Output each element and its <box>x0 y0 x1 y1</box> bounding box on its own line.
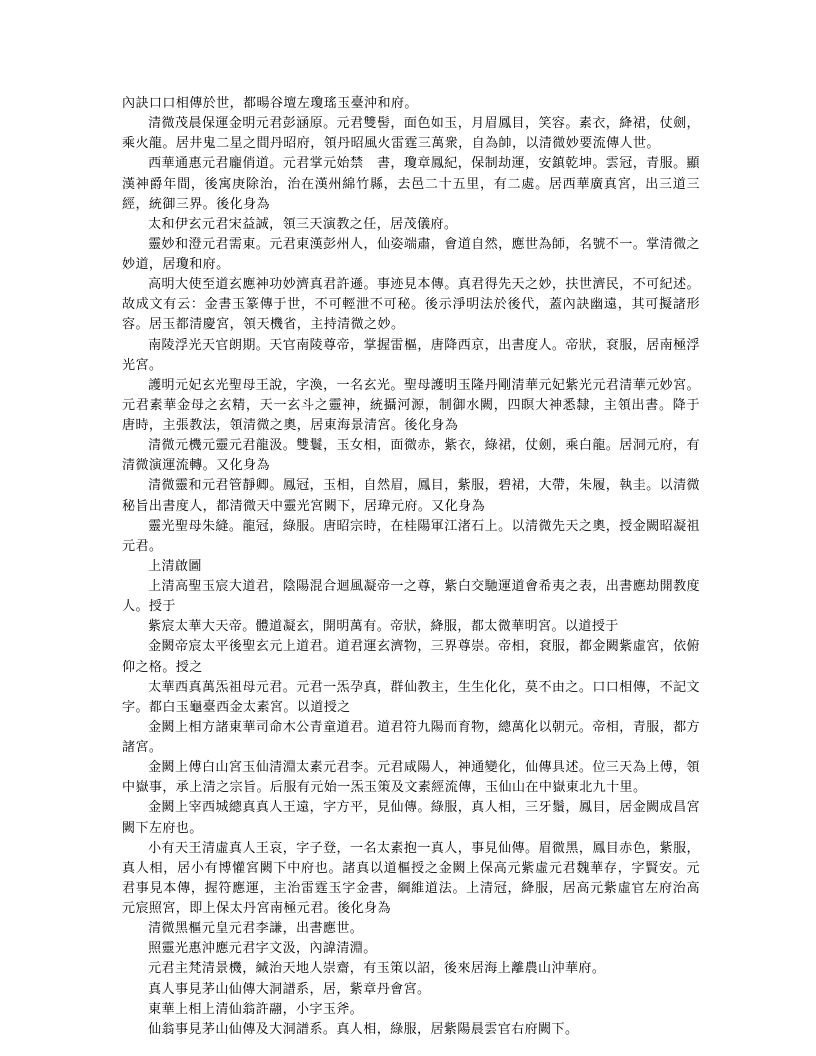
paragraph: 上清高聖玉宸大道君，陰陽混合迴風凝帝一之尊，紫白交馳運道會希夷之表，出書應劫開教度人。授于 <box>122 579 700 615</box>
paragraph: 清微靈和元君管靜卿。鳳冠，玉相，自然眉，鳳目，紫服，碧裙，大帶，朱履，執圭。以清微秘旨出書度人，都清微天中靈光宮闕下，居瑋元府。又化身為 <box>122 478 700 514</box>
paragraph: 金闕上相方諸東華司命木公青童道君。道君符九陽而育物，總萬化以朝元。帝相，青服，都方諸宮。 <box>122 719 700 755</box>
paragraph: 靈光聖母朱縫。龍冠，綠服。唐昭宗時，在桂陽軍江渚石上。以清微先天之奧，授金闕昭凝祖元君。 <box>122 518 700 554</box>
paragraph: 東華上相上清仙翁許翮，小字玉斧。 <box>148 1001 364 1017</box>
paragraph: 護明元妃玄光聖母王說，字渙，一名玄光。聖母護明玉隆丹剛清華元妃紫光元君清華元妙宮。元君素華金母之玄精，天一玄斗之靈神，統攝河源，制御水闕，四瞑大神悉隸，主領出書。降于唐時，主張教法，領清微之奧，居東海景清宮。後化身為 <box>122 377 700 433</box>
paragraph: 金闕上傅白山宮玉仙清淵太素元君李。元君咸陽人，神通變化，仙傳具述。位三天為上傅，領中嶽事，承上清之宗旨。后服有元始一炁玉策及文素經流傳，玉仙山在中嶽東北九十里。 <box>122 760 700 796</box>
paragraph: 西華通惠元君龐俏道。元君掌元始禁 書，瓊章鳳紀，保制劫運，安鎮乾坤。雲冠，青服。顯漢神爵年間，後寓庚除治，治在漢州綿竹縣，去邑二十五里，有二處。居西華廣真宮，出三道三經，統御三界。後化身為 <box>122 156 700 212</box>
paragraph: 南陵浮光天官朗期。天官南陵尊帝，掌握雷樞，唐降西京，出書度人。帝狀，袞服，居南極浮光宮。 <box>122 337 700 373</box>
paragraph: 靈妙和澄元君需東。元君東漢彭州人，仙姿端肅，會道自然，應世為師，名號不一。掌清微之妙道，居瓊和府。 <box>122 236 700 272</box>
document-body <box>122 94 700 1040</box>
paragraph: 太華西真萬炁祖母元君。元君一炁孕真，群仙教主，生生化化，莫不由之。口口相傳，不記文字。都白玉龜臺西金太素宮。以道授之 <box>122 679 700 715</box>
paragraph: 高明大使至道玄應神功妙濟真君許遜。事迹見本傳。真君得先天之妙，扶世濟民，不可紀述。故成文有云：金書玉篆傳于世，不可輕泄不可秘。後示淨明法於後代，蓋內訣幽遠，其可擬諸形容。居玉都清慶宮，領天機省，主持清微之妙。 <box>122 277 700 333</box>
section-heading: 上清啟圖 <box>148 558 202 574</box>
paragraph: 太和伊玄元君宋益誠，領三天演教之任，居茂儀府。 <box>148 216 458 232</box>
paragraph: 紫宸太華大天帝。體道凝玄，開明萬有。帝狀，絳服，都太微華明宮。以道授于 <box>148 619 619 635</box>
paragraph: 內訣口口相傳於世，都暘谷壇左瓊瑤玉臺沖和府。 <box>122 96 418 111</box>
paragraph: 清微茂晨保運金明元君彭涵原。元君雙髻，面色如玉，月眉鳳目，笑容。素衣，絳裙，仗劍，乘火龍。居井鬼二星之間丹昭府，領丹昭風火雷霆三萬衆，自為帥，以清微妙要流傳人世。 <box>122 116 700 152</box>
paragraph: 小有天王清虛真人王哀，字子登，一名太素抱一真人，事見仙傳。眉微黑，鳳目赤色，紫服，真人相，居小有博懽宮闕下中府也。諸真以道樞授之金闕上保高元紫虛元君魏華存，字賢安。元君事見本傳，握符應運，主治雷霆玉字金書，綱維道法。上清冠，絳服，居高元紫虛官左府治高元宸照宮，即上保太丹宮南極元君。後化身為 <box>122 840 700 916</box>
paragraph: 真人事見茅山仙傳大洞譜系，居，紫章丹會宮。 <box>148 981 431 997</box>
paragraph: 照靈光惠沖應元君字文汲，內諱清淵。 <box>148 941 377 957</box>
paragraph: 金闕上宰西城總真真人王遠，字方平，見仙傳。綠服，真人相，三牙鬚，鳳目，居金闕成昌宮闕下左府也。 <box>122 800 700 836</box>
paragraph: 清微黑樞元皇元君李謙，出書應世。 <box>148 921 364 937</box>
paragraph: 清微元機元靈元君龍汲。雙鬟，玉女相，面微赤，紫衣，綠裙，仗劍，乘白龍。居洞元府，有清微演運流轉。又化身為 <box>122 438 700 474</box>
paragraph: 仙翁事見茅山仙傳及大洞譜系。真人相，綠服，居紫陽晨雲官右府闕下。 <box>148 1021 579 1037</box>
paragraph: 元君主梵清景機，緘治天地人崇齋，有玉策以詔，後來居海上離農山沖華府。 <box>148 961 606 977</box>
paragraph: 金闕帝宸太平後聖玄元上道君。道君運玄濟物，三界尊崇。帝相，袞服，都金闕紫虛宮，依俯仰之格。授之 <box>122 639 700 675</box>
